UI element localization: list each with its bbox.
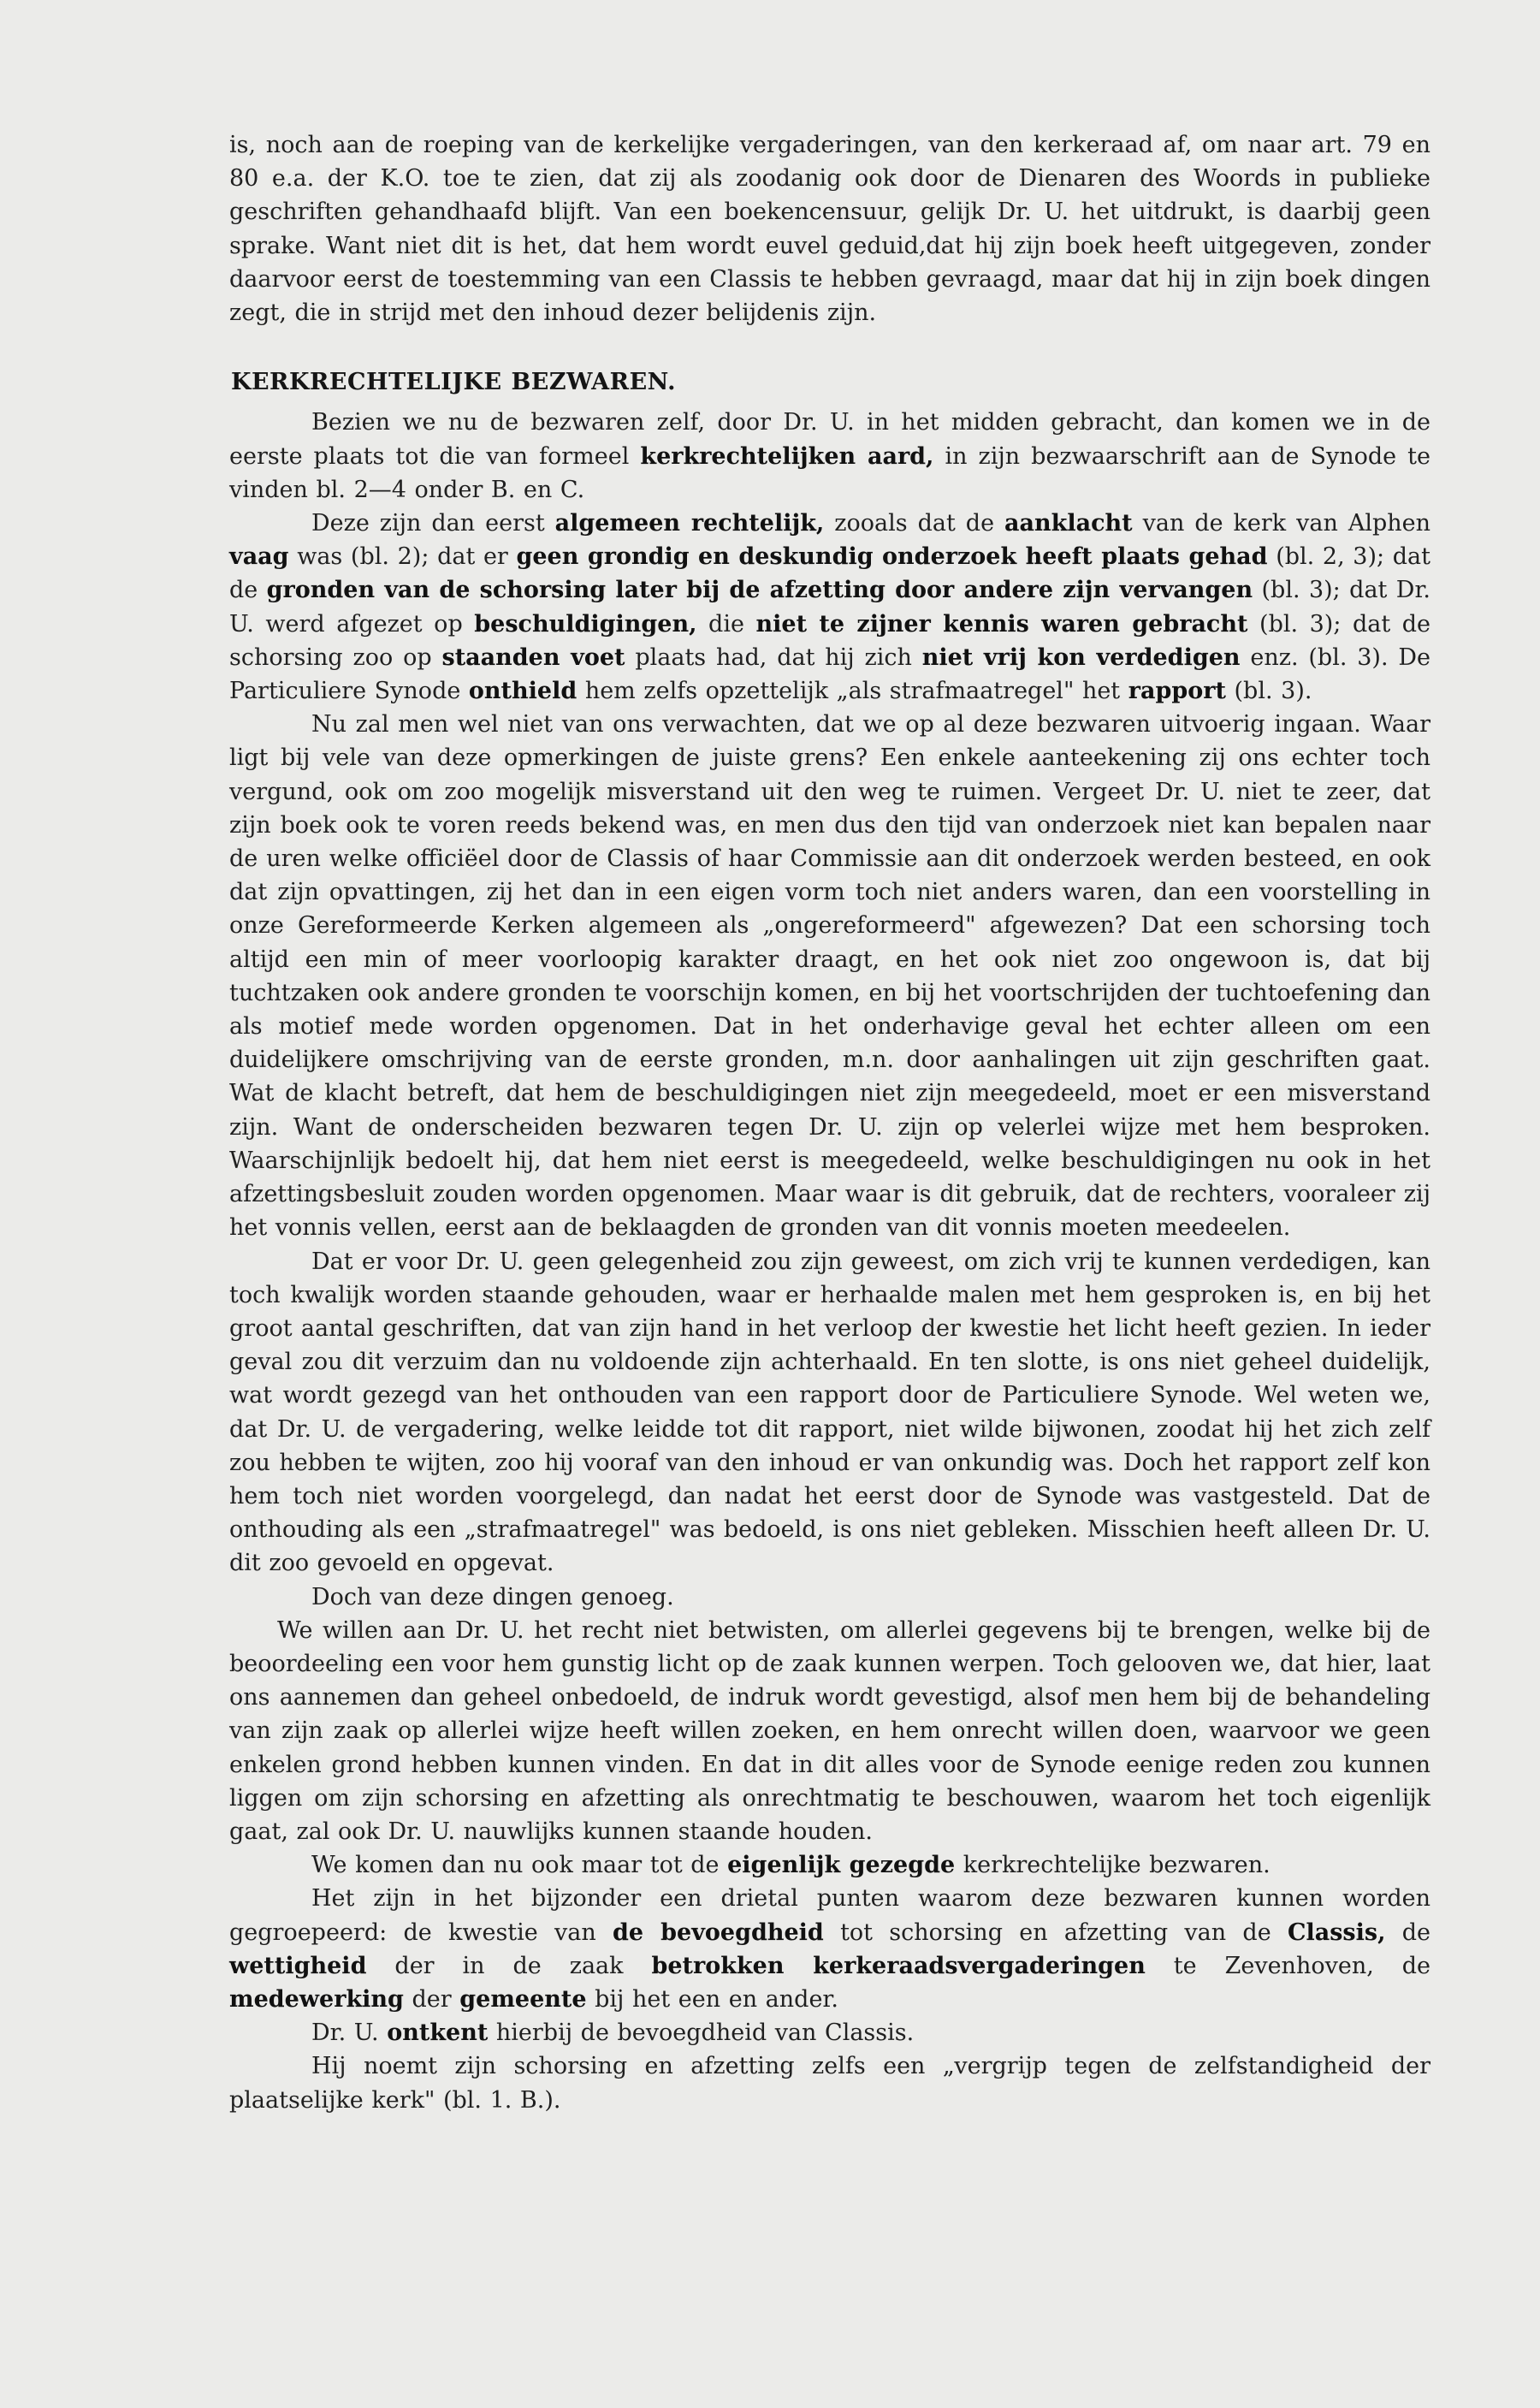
bold-phrase: rapport: [1128, 678, 1226, 705]
paragraph-p10: [229, 2049, 1430, 2116]
text-run: zooals dat de: [824, 510, 1005, 537]
text-run: (bl. 3).: [1225, 678, 1312, 705]
paragraph-p9: [229, 2016, 1430, 2049]
bold-phrase: eigenlijk gezegde: [727, 1852, 956, 1879]
section-heading: [231, 365, 1430, 399]
text-run: Bezien we nu de bezwaren zelf, door Dr. U. in het midden gebracht, dan komen we in de eerste plaats tot die van formeel: [229, 409, 1430, 470]
text-run: hierbij de bevoegdheid van Classis.: [488, 2020, 915, 2047]
text-run: Doch van deze dingen genoeg.: [311, 1583, 674, 1610]
bold-phrase: vaag: [229, 543, 289, 571]
paragraph-p2: [229, 507, 1430, 708]
text-run: is, noch aan de roeping van de kerkelijke vergaderingen, van den kerkeraad af, om naar art. 79 en 80 e.a. der K.O. toe te zien, dat zij als zoodanig ook door de Dienaren des Woords in publieke geschriften gehandhaafd blijft. Van een boekencensuur, gelijk Dr. U. het uitdrukt, is daarbij geen sprake. Want niet dit is het, dat hem wordt euvel geduid,dat hij zijn boek heeft uitgegeven, zonder daarvoor eerst de toestemming van een Classis te hebben gevraagd, maar dat hij in zijn boek dingen zegt, die in strijd met den inhoud dezer belijdenis zijn.: [229, 132, 1430, 327]
bold-phrase: gemeente: [459, 1985, 587, 2013]
bold-phrase: aanklacht: [1004, 510, 1133, 537]
text-run: Nu zal men wel niet van ons verwachten, dat we op al deze bezwaren uitvoerig ingaan. Waar ligt bij vele van deze opmerkingen de juiste grens? Een enkele aanteekening zij ons echter toch vergund, ook om zoo mogelijk misverstand uit den weg te ruimen. Vergeet Dr. U. niet te zeer, dat zijn boek ook te voren reeds bekend was, en men dus den tijd van onderzoek niet kan bepalen naar de uren welke officiëel door de Classis of haar Commissie aan dit onderzoek werden besteed, en ook dat zijn opvattingen, zij het dan in een eigen vorm toch niet anders waren, dan een voorstelling in onze Gereformeerde Kerken algemeen als „ongereformeerd" afgewezen? Dat een schorsing toch altijd een min of meer voorloopig karakter draagt, en het ook niet zoo ongewoon is, dat bij tuchtzaken ook andere gronden te voorschijn komen, en bij het voortschrijden der tuchtoefening dan als motief mede worden opgenomen. Dat in het onderhavige geval het echter alleen om een duidelijkere omschrijving van de eerste gronden, m.n. door aanhalingen uit zijn geschriften gaat. Wat de klacht betreft, dat hem de beschuldigingen niet zijn meegedeeld, moet er een misverstand zijn. Want de onderscheiden bezwaren tegen Dr. U. zijn op velerlei wijze met hem besproken. Waarschijnlijk bedoelt hij, dat hem niet eerst is meegedeeld, welke beschuldigingen nu ook in het afzettingsbesluit zouden worden opgenomen. Maar waar is dit gebruik, dat de rechters, vooraleer zij het vonnis vellen, eerst aan de beklaagden de gronden van dit vonnis moeten meedeelen.: [229, 711, 1430, 1242]
paragraph-p4: [229, 1245, 1430, 1581]
text-run: der in de zaak: [366, 1952, 652, 1979]
paragraph-p7: [229, 1848, 1430, 1882]
bold-phrase: kerkrechtelijken aard,: [640, 442, 934, 470]
text-run: (bl. 3); dat Dr. U. werd afgezet op: [229, 577, 1430, 638]
text-run: KERKRECHTELIJKE BEZWAREN.: [231, 369, 677, 396]
text-run: te Zevenhoven, de: [1145, 1952, 1431, 1979]
paragraph-p6: [229, 1614, 1430, 1848]
text-run: bij het een en ander.: [586, 1985, 838, 2013]
bold-phrase: niet te zijner kennis waren gebracht: [755, 610, 1248, 638]
paragraph-p1: [229, 406, 1430, 507]
paragraph-p0: [229, 128, 1430, 329]
bold-phrase: wettigheid: [229, 1952, 367, 1979]
text-run: in zijn bezwaarschrift aan de Synode te vinden bl. 2—4 onder B. en C.: [229, 442, 1430, 503]
bold-phrase: beschuldigingen,: [474, 610, 697, 638]
paragraph-p3: [229, 708, 1430, 1244]
text-run: Dat er voor Dr. U. geen gelegenheid zou zijn geweest, om zich vrij te kunnen verdedigen, kan toch kwalijk worden staande gehouden, waar er herhaalde malen met hem gesproken is, en bij het groot aantal geschriften, dat van zijn hand in het verloop der kwestie het licht heeft gezien. In ieder geval zou dit verzuim dan nu voldoende zijn achterhaald. En ten slotte, is ons niet geheel duidelijk, wat wordt gezegd van het onthouden van een rapport door de Particuliere Synode. Wel weten we, dat Dr. U. de vergadering, welke leidde tot dit rapport, niet wilde bijwonen, zoodat hij het zich zelf zou hebben te wijten, zoo hij vooraf van den inhoud er van onkundig was. Doch het rapport zelf kon hem toch niet worden voorgelegd, dan nadat het eerst door de Synode was vastgesteld. Dat de onthouding als een „strafmaatregel" was bedoeld, is ons niet gebleken. Misschien heeft alleen Dr. U. dit zoo gevoeld en opgevat.: [229, 1248, 1430, 1577]
text-run: We willen aan Dr. U. het recht niet betwisten, om allerlei gegevens bij te brengen, welke bij de beoordeeling een voor hem gunstig licht op de zaak kunnen werpen. Toch gelooven we, dat hier, laat ons aannemen dan geheel onbedoeld, de indruk wordt gevestigd, alsof men hem bij de behandeling van zijn zaak op allerlei wijze heeft willen zoeken, en hem onrecht willen doen, waarvoor we geen enkelen grond hebben kunnen vinden. En dat in dit alles voor de Synode eenige reden zou kunnen liggen om zijn schorsing en afzetting als onrechtmatig te beschouwen, waarom het toch eigenlijk gaat, zal ook Dr. U. nauwlijks kunnen staande houden.: [229, 1616, 1430, 1845]
document-body: [229, 128, 1430, 2117]
bold-phrase: ontkent: [387, 2020, 489, 2047]
bold-phrase: Classis,: [1287, 1919, 1386, 1946]
text-run: enz. (bl. 3). De Particuliere Synode: [229, 644, 1431, 705]
bold-phrase: algemeen rechtelijk,: [554, 510, 825, 537]
bold-phrase: niet vrij kon verdedigen: [921, 644, 1241, 671]
text-run: hem zelfs opzettelijk „als strafmaatregel" het: [577, 678, 1128, 705]
text-run: van de kerk van Alphen: [1132, 510, 1431, 537]
bold-phrase: staanden voet: [441, 644, 625, 671]
text-run: Hij noemt zijn schorsing en afzetting zelfs een „vergrijp tegen de zelfstandigheid der plaatselijke kerk" (bl. 1. B.).: [229, 2053, 1430, 2114]
text-run: Dr. U.: [311, 2020, 388, 2047]
bold-phrase: onthield: [468, 678, 578, 705]
text-run: der: [403, 1985, 460, 2013]
text-run: Het zijn in het bijzonder een drietal punten waarom deze bezwaren kunnen worden gegroepeerd: de kwestie van: [229, 1885, 1430, 1946]
paragraph-p5: [229, 1581, 1430, 1614]
text-run: kerkrechtelijke bezwaren.: [955, 1852, 1270, 1879]
paragraph-p8: [229, 1882, 1430, 2016]
text-run: (bl. 3); dat de schorsing zoo op: [229, 610, 1431, 671]
bold-phrase: medewerking: [229, 1985, 404, 2013]
bold-phrase: de bevoegdheid: [613, 1919, 824, 1946]
bold-phrase: betrokken kerkeraadsvergaderingen: [651, 1952, 1146, 1979]
text-run: Deze zijn dan eerst: [311, 510, 555, 537]
text-run: die: [696, 610, 756, 638]
bold-phrase: gronden van de schorsing later bij de afzetting door andere zijn vervangen: [266, 577, 1253, 604]
text-run: We komen dan nu ook maar tot de: [311, 1852, 728, 1879]
bold-phrase: geen grondig en deskundig onderzoek heeft plaats gehad: [516, 543, 1268, 571]
text-run: plaats had, dat hij zich: [625, 644, 922, 671]
text-run: was (bl. 2); dat er: [288, 543, 517, 571]
text-run: de: [1385, 1919, 1430, 1946]
text-run: (bl. 2, 3); dat de: [229, 543, 1430, 604]
text-run: tot schorsing en afzetting van de: [823, 1919, 1288, 1946]
